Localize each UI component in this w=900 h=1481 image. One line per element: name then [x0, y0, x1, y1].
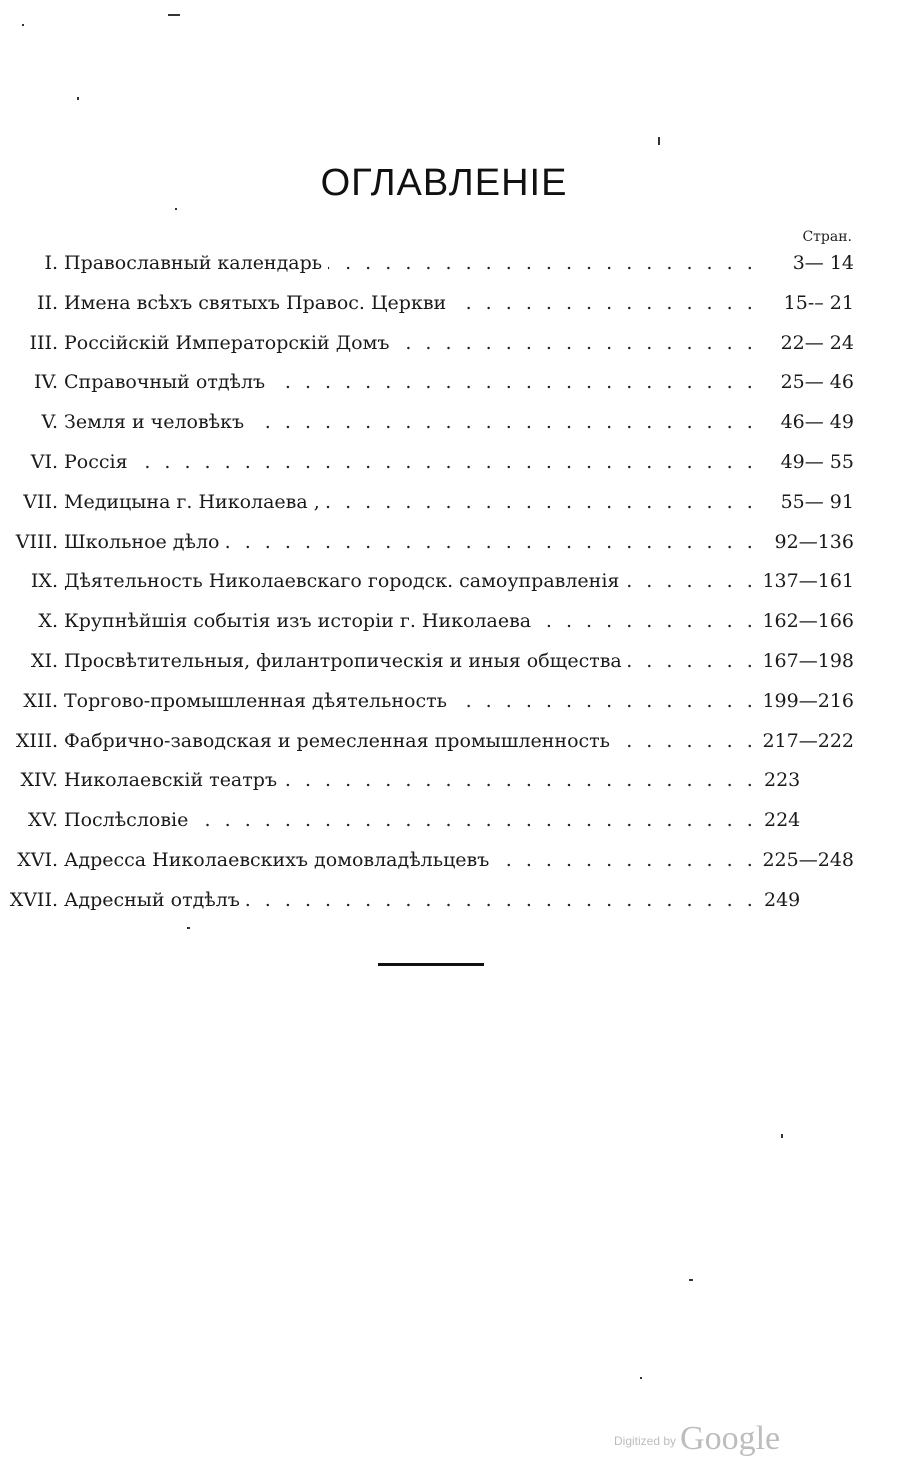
scan-speck — [175, 208, 177, 210]
toc-entry-pages: 223 — [764, 765, 858, 795]
toc-entry-pages: 49— 55 — [760, 447, 854, 477]
toc-entry-pages: 3— 14 — [760, 248, 854, 278]
scan-speck — [77, 97, 79, 100]
toc-entry-number: XVI. — [17, 848, 58, 871]
toc-entry-title: Медицына г. Николаева , . . . — [64, 487, 754, 517]
toc-entry-title: Земля и человѣкъ . . . — [64, 407, 754, 437]
toc-entry-number: XIII. — [15, 729, 58, 752]
page-title: ОГЛАВЛЕНIЕ — [320, 162, 568, 204]
toc-entry[interactable] — [0, 288, 900, 328]
scan-speck — [658, 137, 660, 145]
closing-rule — [378, 963, 484, 966]
toc-entry-title: Просвѣтительныя, филантропическiя и иныя общества . . . — [64, 646, 754, 676]
toc-entry[interactable] — [0, 805, 900, 845]
toc-entry-pages: 225—248 — [760, 845, 854, 875]
scan-speck — [168, 14, 180, 16]
toc-entry-pages: 25— 46 — [760, 367, 854, 397]
toc-entry-number: VIII. — [15, 530, 58, 553]
toc-entry-title: Торгово-промышленная дѣятельность . . . — [64, 686, 754, 716]
table-of-contents — [0, 248, 900, 925]
toc-entry-title: Фабрично-заводская и ремесленная промышленность . . . — [64, 726, 754, 756]
toc-entry-number: III. — [29, 331, 58, 354]
toc-entry[interactable] — [0, 566, 900, 606]
toc-entry[interactable] — [0, 885, 900, 925]
toc-entry-number: V. — [41, 411, 58, 434]
toc-entry-pages: 199—216 — [760, 686, 854, 716]
toc-entry-title: Россiя . . . — [64, 447, 754, 477]
toc-entry-pages: 46— 49 — [760, 407, 854, 437]
toc-entry-pages: 55— 91 — [760, 487, 854, 517]
toc-entry[interactable] — [0, 726, 900, 766]
toc-entry[interactable] — [0, 646, 900, 686]
toc-entry[interactable] — [0, 845, 900, 885]
toc-entry-pages: 162—166 — [760, 606, 854, 636]
toc-entry-title: Крупнѣйшiя событiя изъ исторiи г. Николаева . . . — [64, 606, 754, 636]
toc-entry-number: XV. — [28, 809, 58, 832]
digitized-watermark — [614, 1420, 780, 1458]
toc-entry-number: X. — [38, 610, 58, 633]
toc-entry[interactable] — [0, 328, 900, 368]
google-logo: Google — [680, 1420, 781, 1457]
toc-entry-number: IV. — [34, 371, 58, 394]
toc-entry[interactable] — [0, 765, 900, 805]
toc-entry-pages: 15-– 21 — [760, 288, 854, 318]
toc-entry-title: Православный календарь . . . — [64, 248, 754, 278]
toc-entry[interactable] — [0, 487, 900, 527]
toc-entry-title: Дѣятельность Николаевскаго городск. самоуправленiя . . . — [64, 566, 754, 596]
scan-speck — [22, 24, 24, 26]
toc-entry[interactable] — [0, 248, 900, 288]
scan-speck — [187, 927, 190, 929]
toc-entry-number: XVII. — [9, 888, 58, 911]
toc-entry-title: Адресса Николаевскихъ домовладѣльцевъ . . . — [64, 845, 754, 875]
toc-entry-number: XII. — [23, 689, 58, 712]
toc-entry[interactable] — [0, 407, 900, 447]
toc-entry-title: Послѣсловiе . . . — [64, 805, 754, 835]
toc-entry-title: Адресный отдѣлъ . . . — [64, 885, 754, 915]
toc-entry-number: XI. — [30, 649, 58, 672]
toc-entry[interactable] — [0, 686, 900, 726]
toc-entry-number: I. — [44, 252, 58, 274]
toc-entry-pages: 217—222 — [760, 726, 854, 756]
toc-entry-number: XIV. — [20, 769, 58, 792]
toc-entry-number: VII. — [23, 490, 58, 513]
toc-entry[interactable] — [0, 527, 900, 567]
toc-entry-pages: 249 — [764, 885, 858, 915]
toc-entry[interactable] — [0, 367, 900, 407]
scan-speck — [781, 1134, 783, 1138]
toc-entry-title: Школьное дѣло . . . — [64, 527, 754, 557]
toc-entry-pages: 167—198 — [760, 646, 854, 676]
page-column-header: Стран. — [802, 229, 852, 245]
toc-entry-pages: 224 — [764, 805, 858, 835]
toc-entry-title: Имена всѣхъ святыхъ Правос. Церкви . . . — [64, 288, 754, 318]
toc-entry-title: Справочный отдѣлъ . . . — [64, 367, 754, 397]
watermark-prefix: Digitized by — [614, 1434, 677, 1448]
toc-entry-title: Николаевскiй театръ . . . — [64, 765, 754, 795]
toc-entry[interactable] — [0, 606, 900, 646]
toc-entry-number: VI. — [30, 450, 58, 473]
toc-entry-number: IX. — [30, 570, 58, 593]
scan-speck — [689, 1279, 693, 1281]
toc-entry-title: Россiйскiй Императорскiй Домъ . . . — [64, 328, 754, 358]
toc-entry-pages: 22— 24 — [760, 328, 854, 358]
scan-speck — [640, 1377, 642, 1379]
toc-entry-pages: 92—136 — [760, 527, 854, 557]
toc-entry-number: II. — [36, 291, 58, 314]
toc-entry[interactable] — [0, 447, 900, 487]
toc-entry-pages: 137—161 — [760, 566, 854, 596]
